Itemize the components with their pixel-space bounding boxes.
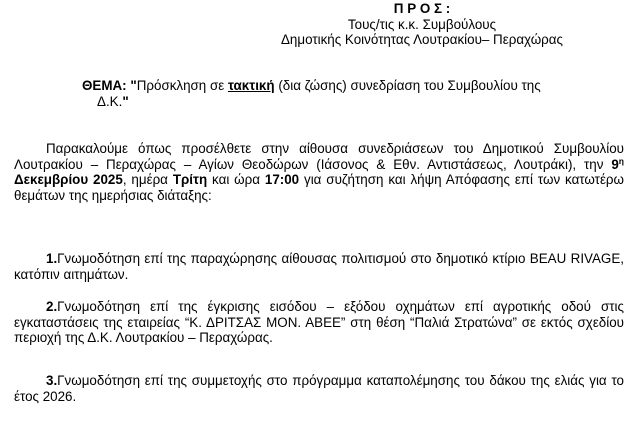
agenda-item-1 [14,251,624,282]
meeting-weekday: Τρίτη [172,172,208,188]
subject-line-1 [82,78,627,94]
agenda-item-3 [14,373,624,404]
agenda-item-text: Γνωμοδότηση επί της έγκρισης εισόδου – εξόδου οχημάτων επί αγροτικής οδού στις εγκαταστάσεις της εταιρείας “Κ. ΔΡΙΤΣΑΣ ΜΟΝ. ΑΒΕΕ” στη θέση “Παλιά Στρατώνα” σε εκτός σχεδίου περιοχή της Δ.Κ. Λουτρακίου – Περαχώρας. [14,299,624,346]
meeting-date: $9^\eta$ Δεκεμβρίου 2025 [14,155,624,188]
pros-heading: Π Ρ Ο Σ : [393,1,451,16]
subject-block [82,78,627,109]
agenda-item-text: Γνωμοδότηση επί της συμμετοχής στο πρόγραμμα καταπολέμησης του δάκου της ελιάς για το έτος 2026. [14,373,624,404]
recipient-line-1: Τους/τις κ.κ. Συμβούλους [347,16,497,32]
intro-text-1: Παρακαλούμε όπως προσέλθετε στην αίθουσα συνεδριάσεων του Δημοτικού Συμβουλίου Λουτρακίου – Περαχώρας – Αγίων Θεοδώρων (Ιάσονος & Εθν. Αντιστάσεως, Λουτράκι), την [14,141,624,172]
recipient-block [222,1,622,48]
subject-line-2: Δ.Κ." [97,93,129,109]
agenda-item-number: 1. [46,251,58,266]
subject-text-before: Πρόσκληση σε [136,78,228,93]
intro-text-4: για συζήτηση και λήψη Απόφασης επί των κατωτέρω θεμάτων της ημερήσιας διάταξης: [14,172,625,203]
meeting-time: 17:00 [264,172,300,188]
intro-text-2: , ημέρα [122,172,173,188]
subject-text-after: (δια ζώσης) συνεδρίαση του Συμβουλίου της [274,78,541,93]
recipient-line-2: Δημοτικής Κοινότητας Λουτρακίου– Περαχώρας [280,32,563,48]
subject-label: ΘΕΜΑ: " [82,78,137,93]
agenda-item-text: Γνωμοδότηση επί της παραχώρησης αίθουσας πολιτισμού στο δημοτικό κτίριο BEAU RIVAGE, κατόπιν αιτημάτων. [14,251,624,282]
intro-paragraph [14,141,624,203]
agenda-item-number: 3. [46,373,58,388]
agenda-item-2 [14,299,624,346]
subject-emphasis: τακτική [227,78,275,93]
agenda-item-number: 2. [46,299,58,314]
intro-text-3: και ώρα [207,172,265,188]
